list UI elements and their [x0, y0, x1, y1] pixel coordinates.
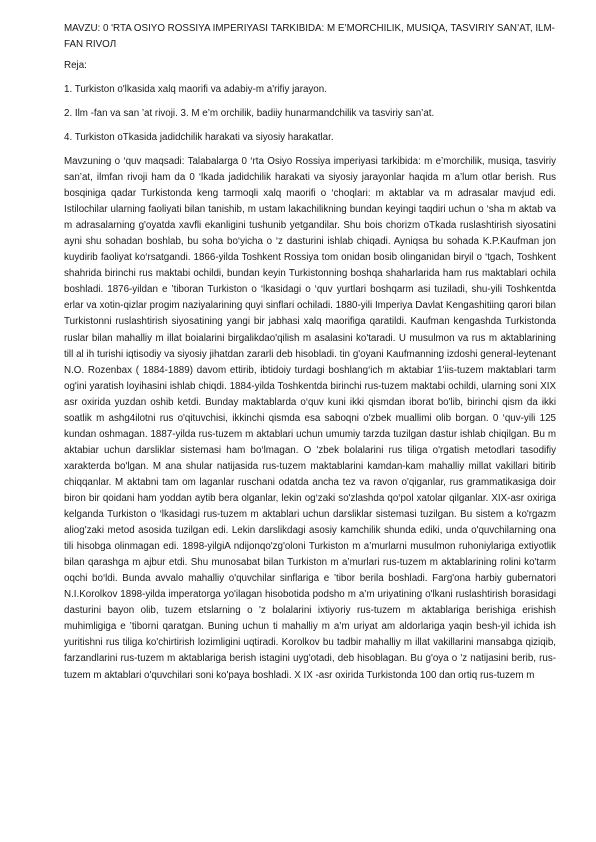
plan-heading: Reja: [64, 60, 87, 71]
plan-item-2: 2. Ilm -fan va san ’at rivoji. 3. M e’m orchilik, badiiy hunarmandchilik va tasviriy san’at. [64, 108, 435, 119]
document-title: MAVZU: 0 'RTA OSIYO ROSSIYA IMPERIYASI TARKIBIDA: M E’MORCHILIK, MUSIQA, TASVIRIY SAN’AT, ILM-FAN RIVOЛ [64, 23, 555, 50]
body-paragraph: Mavzuning o ‘quv maqsadi: Talabalarga 0 ‘rta Osiyo Rossiya imperiyasi tarkibida: m e’morchilik, musiqa, tasviriy san’at, ilmfan rivoji ham da 0 ‘lkada jadidchilik harakati va siyosiy jarayonlar haqida m a’lum otlar berish. Rus bosqiniga qadar Turkistonda keng tarmoqli xalq maorifi o ‘choqlari: m aktablar va m adrasalar mavjud edi. Istilochilar ularning faoliyati bilan tanishib, m ustam lakachilikning bundan keyingi taqdiri uchun o ‘sha m aktab va m adrasalarning g'oyatda xavfli ekanligini tushunib yetgandilar. Shu bois chorizm oTkada ruslashtirish siyosatini ayni shu sohadan boshlab, bu soha bo‘yicha o ‘z dasturini ishlab chiqadi. Ayniqsa bu sohada K.P.Kaufman jon kuydirib faoliyat ko‘rsatgandi. 1866-yilda Toshkent Rossiya tom onidan bosib olinganidan biryil o ‘tgach, Toshkent shahrida birinchi rus maktabi ochildi, bundan keyin Turkistonning boshqa shaharlarida ham rus maktablari ochila boshladi. 1876-yildan e ’tiboran Turkiston o ‘lkasidagi o ‘quv yurtlari boshqarm asi tuziladi, shu-yili Toshkentda erlar va xotin-qizlar progim naziyalarining quyi sinflari ochiladi. 1880-yili Imperiya Davlat Kengashitiing qarori bilan Turkistonni ruslashtirish siyosatining yangi bir jabhasi xalq maorifiga qaratildi. Kaufman kengashda Turkistonda ruslar bilan mahalliy m illat boialarini birgalikdao'qilish m asalasini ko'taradi. U musulmon va rus m aktablarining till al ih turishi iqtisodiy va siyosiy jihatdan zararli deb hisobladi. tin g'oyani Kaufmanning izdoshi general-leytenant N.O. Rozenbax ( 1884-1889) davom ettirib, ibtidoiy turdagi boshlang‘ich m aktabiar 1'iis-tuzem maktablari tarm og'ini yaratish loyihasini ishlab chiqdi. 1884-yilda Toshkentda birinchi rus-tuzem maktabi ochildi, ularning soni XIX asr oxirida yuzdan oshib ketdi. Bunday maktablarda o‘quv kuni ikki qismdan iborat bo'lib, birinchi qism da ikki soatlik m ashg4ilotni rus o'qituvchisi, ikkinchi qismda esa saboqni o'zbek muallimi olib borgan. 0 ‘quv-yili 125 kundan oshmagan. 1887-yilda rus-tuzem m aktablari uchun umumiy tarzda tuzilgan dastur ishlab chiqilgan. Bu m aktabiar uchun darsliklar sistemasi ham bo‘lmagan. O 'zbek bolalarini rus tiliga o'rgatish metodlari tasodifiy xarakterda bo'lgan. M ana shular natijasida rus-tuzem maktablarini kamdan-kam mahalliy millat vakillari bitirib chiqqanlar. M aktabni tam om laganlar ruschani odatda ancha tez va ravon o'qiganlar, rus grammatikasiga doir biron bir qoidani ham yoddan aytib bera olganlar, lekin og‘zaki so'zlashda qo‘pol xatolar qilganlar. XIX-asr oxiriga kelganda Turkiston o ‘lkasidagi rus-tuzem m aktablari uchun darsliklar sistemasi tuzilgan. Bu sistem a ko'rgazm aliog'zaki metod asosida tuzilgan edi. Lekin darslikdagi asosiy kamchilik shunda ediki, unda o'quvchilarning ona tili hisobga olinmagan edi. 1898-yilgiA ndijonqo'zg'oloni Turkiston m a’murlarni musulmon ruhoniylariga extiyotlik bilan qarashga m ajbur etdi. Shu munosabat bilan Turkiston m a’murlari rus-tuzem m aktablarining rolini ko'tarm oqchi bo‘ldi. Bunda avvalo mahalliy o'quvchilar sinflariga e ’tibor berila boshladi. Farg'ona harbiy gubernatori N.I.Korolkov 1898-yilda imperatorga yo'ilagan hisobotida podsho m a’m uriyatining o'lkani ruslashtirish borasidagi dasturini bayon olib, tuzem etslarning o 'z bolalarini ixtiyoriy rus-tuzem m aktablariga berishiga erishish muhimligiga e ’tiborni qaratgan. Buning uchun ti mahalliy m a’m uriyat am aldorlariga yaqin besh-yil ichida ish yuritishni rus tiliga ko'chirtirish lozimligini uqtiradi. Korolkov bu tadbir mahalliy m illat vakillarini mansabga qiziqib, farzandlarini rus-tuzem m aktablariga berish istagini uyg'otadi, deb hisoblagan. Bu g'oya o 'z natijasini berib, rus-tuzem m aktablari o'quvchilari soni ko'paya boshladi. X IX -asr oxirida Turkistonda 100 dan ortiq rus-tuzem m [64, 156, 556, 681]
plan-item-3: 4. Turkiston oTkasida jadidchilik harakati va siyosiy harakatlar. [64, 132, 334, 143]
plan-item-1: 1. Turkiston o'lkasida xalq maorifi va adabiy-m a'rifiy jarayon. [64, 84, 327, 95]
